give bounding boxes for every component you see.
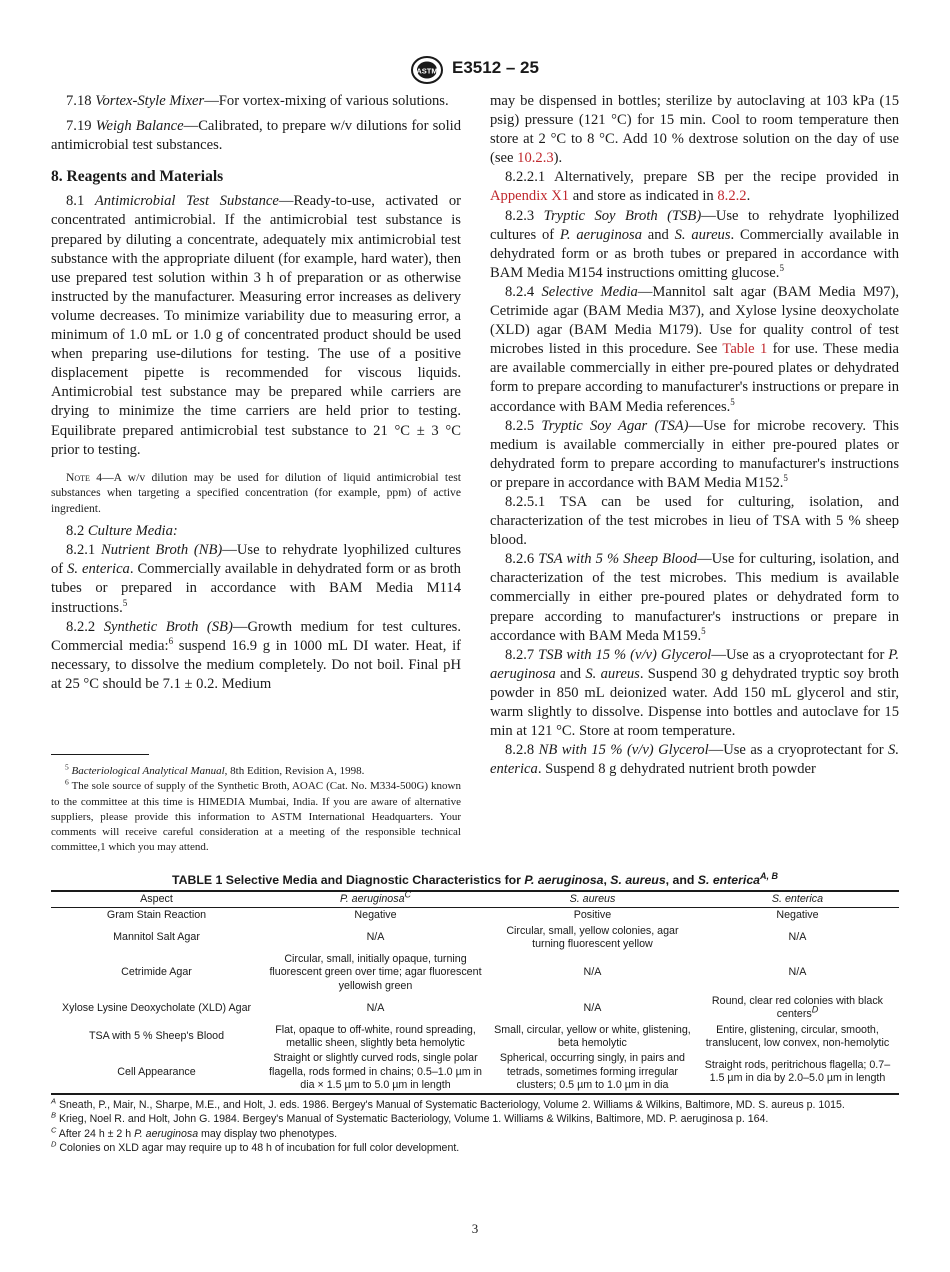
paragraph-8-1: 8.1 Antimicrobial Test Substance—Ready-to-use, activated or concentrated antimicrobial. If the antimicrobial test substance is prepared by diluting a concentrate, adequately mix antimicrobial test substance with the appropriate diluent (for example, hard water), then use prepared test solution within 3 h of preparation or as otherwise instructed by the manufacturer. Measuring error increases as delivery volume decreases. To minimize variability due to measuring error, a minimum of 1.0 mL or 1.0 g of concentrated product should be used when preparing use-dilutions for testing. The use of a positive displacement pipette is recommended for viscous liquids. Antimicrobial test substance may be prepared while carriers are drying to minimize the time carriers are held prior to testing. Equilibrate prepared antimicrobial test substance to 21 °C ± 3 °C prior to testing. (51, 193, 461, 458)
paragraph-8-2-2: 8.2.2 Synthetic Broth (SB)—Growth medium for test cultures. Commercial media:$^6$ suspend 16.9 g in 1000 mL DI water. Heat, if necessary, to dissolve the medium completely. Do not boil. Final pH at 25 °C should be 7.1 ± 0.2. Medium (51, 618, 462, 692)
paragraph-8-2-3: 8.2.3 Tryptic Soy Broth (TSB)—Use to rehydrate lyophilized cultures of P. aeruginosa and S. aureus. Commercially available in dehydrated form or as broth tubes or prepared in accordance with BAM Media M154 instructions omitting glucose.$^5$ (490, 207, 899, 281)
logo-text: ASTM (416, 66, 438, 76)
right-column (490, 92, 899, 779)
header-s-aureus: S. aureus (489, 891, 696, 908)
paragraph-8-2-4: 8.2.4 Selective Media—Mannitol salt agar (BAM Media M97), Cetrimide agar (BAM Media M37), and Xylose lysine deoxycholate (XLD) agar (BAM Media M179). Use for quality control of test microbes listed in this procedure. See Table 1 for use. These media are available commercially in either pre-poured plates or dehydrated form to prepare according to manufacturer's instructions or prepare in accordance with BAM Media references.$^5$ (490, 283, 900, 415)
left-column (51, 92, 461, 694)
paragraph-8-2-2-1: 8.2.2.1 Alternatively, prepare SB per the recipe provided in Appendix X1 and store as indicated in 8.2.2. (490, 169, 899, 205)
cell-p-aeruginosa: Circular, small, initially opaque, turning fluorescent green over time; agar fluorescent yellowish green (269, 953, 482, 992)
table-row (51, 1051, 899, 1094)
table-header-row (51, 891, 899, 908)
table-row (51, 1023, 899, 1052)
cell-s-aureus: N/A (583, 966, 602, 979)
table-note-c: $^C$ After 24 h ± 2 h P. aeruginosa may display two phenotypes. (51, 1125, 338, 1140)
footnote-5: $^5$ Bacteriological Analytical Manual, 8th Edition, Revision A, 1998. (65, 762, 365, 777)
paragraph-8-2: 8.2 Culture Media: (66, 523, 178, 540)
table-row (51, 924, 899, 953)
table-note-a: $^A$ Sneath, P., Mair, N., Sharpe, M.E., and Holt, J. eds. 1986. Bergey's Manual of Systematic Bacteriology, Volume 2. Williams & Wilkins, Baltimore, MD. S. aureus p. 1015. (51, 1096, 845, 1112)
cell-aspect: Cell Appearance (51, 1051, 262, 1094)
cell-s-enterica: N/A (788, 966, 807, 979)
header-s-enterica: S. enterica (696, 891, 899, 908)
paragraph-7-18: 7.18 Vortex-Style Mixer—For vortex-mixing of various solutions. (66, 93, 449, 109)
header-p-aeruginosa: P. aeruginosa$^C$ (262, 891, 489, 908)
table-1-grid (51, 890, 899, 1095)
cell-s-aureus: Positive (573, 909, 612, 922)
paragraph-7-19: 7.19 Weigh Balance—Calibrated, to prepare w/v dilutions for solid antimicrobial test substances. (51, 118, 461, 154)
cell-s-enterica: Round, clear red colonies with black centers$^D$ (711, 995, 884, 1021)
table-note-b: $^B$ Krieg, Noel R. and Holt, John G. 1984. Bergey's Manual of Systematic Bacteriology, Volume 1. Williams & Wilkins, Baltimore, MD. P. aeruginosa p. 164. (51, 1110, 769, 1126)
link-10-2-3[interactable]: 10.2.3 (517, 150, 554, 167)
cell-p-aeruginosa: N/A (366, 1001, 385, 1014)
cell-p-aeruginosa: Negative (354, 909, 397, 922)
cell-aspect: Gram Stain Reaction (106, 909, 207, 922)
link-appendix-x1[interactable]: Appendix X1 (490, 188, 570, 205)
page-number: 3 (471, 1221, 479, 1236)
cell-s-enterica: N/A (788, 931, 807, 944)
paragraph-8-2-8: 8.2.8 NB with 15 % (v/v) Glycerol—Use as a cryoprotectant for S. enterica. Suspend 8 g dehydrated nutrient broth powder (490, 742, 899, 778)
cell-aspect: Xylose Lysine Deoxycholate (XLD) Agar (61, 1001, 252, 1014)
paragraph-8-2-5-1: 8.2.5.1 TSA can be used for culturing, isolation, and characterization of the test microbes in lieu of TSA with 5 % sheep blood. (490, 493, 899, 549)
table-row (51, 908, 899, 924)
table-note-d: $^D$ Colonies on XLD agar may require up to 48 h of incubation for full color development. (51, 1139, 460, 1154)
cell-s-aureus: Circular, small, yellow colonies, agar turning fluorescent yellow (506, 924, 679, 950)
link-table-1[interactable]: Table 1 (722, 341, 768, 358)
cell-s-enterica: Negative (776, 909, 819, 922)
table-row (51, 952, 899, 994)
table-1-title: TABLE 1 Selective Media and Diagnostic Characteristics for P. aeruginosa, S. aureus, and S. enterica$^{A, B}$ (172, 870, 778, 887)
paragraph-8-2-1: 8.2.1 Nutrient Broth (NB)—Use to rehydrate lyophilized cultures of S. enterica. Commercially available in dehydrated form or as broth tubes or prepared in accordance with BAM Media M114 instructions.$^5$ (51, 542, 462, 616)
section-8-heading: 8. Reagents and Materials (51, 168, 224, 186)
footnotes (51, 764, 461, 856)
cell-p-aeruginosa: Straight or slightly curved rods, single polar flagella, rods formed in chains; 0.5–1.0 µm in dia × 1.5 µm to 5.0 µm in length (262, 1051, 489, 1094)
document-id: E3512 – 25 (452, 58, 539, 77)
cell-s-enterica: Entire, glistening, circular, smooth, translucent, low convex, non-hemolytic (705, 1023, 890, 1049)
paragraph-8-2-2-continued: may be dispensed in bottles; sterilize by autoclaving at 103 kPa (15 psig) pressure (121 °C) for 15 min. Cool to room temperature then store at 2 °C to 8 °C. Add 10 % dextrose solution on the day of use (see 10.2.3). (490, 93, 899, 167)
cell-s-aureus: Small, circular, yellow or white, glistening, beta hemolytic (494, 1023, 691, 1049)
table-1 (51, 870, 899, 1155)
paragraph-8-2-5: 8.2.5 Tryptic Soy Agar (TSA)—Use for microbe recovery. This medium is available commercially in either pre-poured plates or dehydrated form to prepare according to manufacturer's instructions or prepare in accordance with BAM Media M152.$^5$ (490, 417, 899, 491)
paragraph-8-2-7: 8.2.7 TSB with 15 % (v/v) Glycerol—Use as a cryoprotectant for P. aeruginosa and S. aureus. Suspend 30 g dehydrated tryptic soy broth powder in 850 mL deionized water. Add 150 mL glycerol and stir, warm slightly to dissolve. Dispense into bottles and autoclave for 15 min at 121 °C. Store at room temperature. (490, 646, 900, 740)
astm-logo (410, 55, 444, 85)
cell-p-aeruginosa: Flat, opaque to off-white, round spreading, metallic sheen, slightly beta hemolytic (275, 1023, 476, 1049)
page-header (0, 55, 950, 85)
footnote-rule (51, 754, 149, 755)
cell-aspect: Mannitol Salt Agar (113, 931, 200, 944)
table-row (51, 994, 899, 1023)
note-4: Note 4—A w/v dilution may be used for dilution of liquid antimicrobial test substances when targeting a specified concentration (for example, ppm) of active ingredient. (51, 470, 462, 515)
paragraph-8-2-6: 8.2.6 TSA with 5 % Sheep Blood—Use for culturing, isolation, and characterization of the test microbes. This medium is available commercially in either pre-poured plates or dehydrated form to prepare according to manufacturer's instructions or prepare in accordance with BAM Meda M159.$^5$ (490, 551, 899, 644)
cell-aspect: Cetrimide Agar (121, 966, 192, 979)
cell-s-aureus: N/A (583, 1001, 602, 1014)
table-1-notes (51, 1098, 899, 1155)
cell-s-enterica: Straight rods, peritrichous flagella; 0.7–1.5 µm in dia by 2.0–5.0 µm in length (696, 1051, 899, 1094)
cell-s-aureus: Spherical, occurring singly, in pairs and tetrads, sometimes forming irregular clusters; 0.5 µm to 1.0 µm in dia (489, 1051, 696, 1094)
footnote-6: $^6$ The sole source of supply of the Synthetic Broth, AOAC (Cat. No. M334-500G) known to the committee at this time is HIMEDIA Mumbai, India. If you are aware of alternative suppliers, please provide this information to ASTM International Headquarters. Your comments will receive careful consideration at a meeting of the responsible technical committee,1 which you may attend. (51, 777, 461, 854)
link-8-2-2[interactable]: 8.2.2 (717, 188, 747, 205)
cell-p-aeruginosa: N/A (366, 931, 385, 944)
cell-aspect: TSA with 5 % Sheep's Blood (88, 1030, 225, 1043)
header-aspect: Aspect (51, 891, 262, 908)
